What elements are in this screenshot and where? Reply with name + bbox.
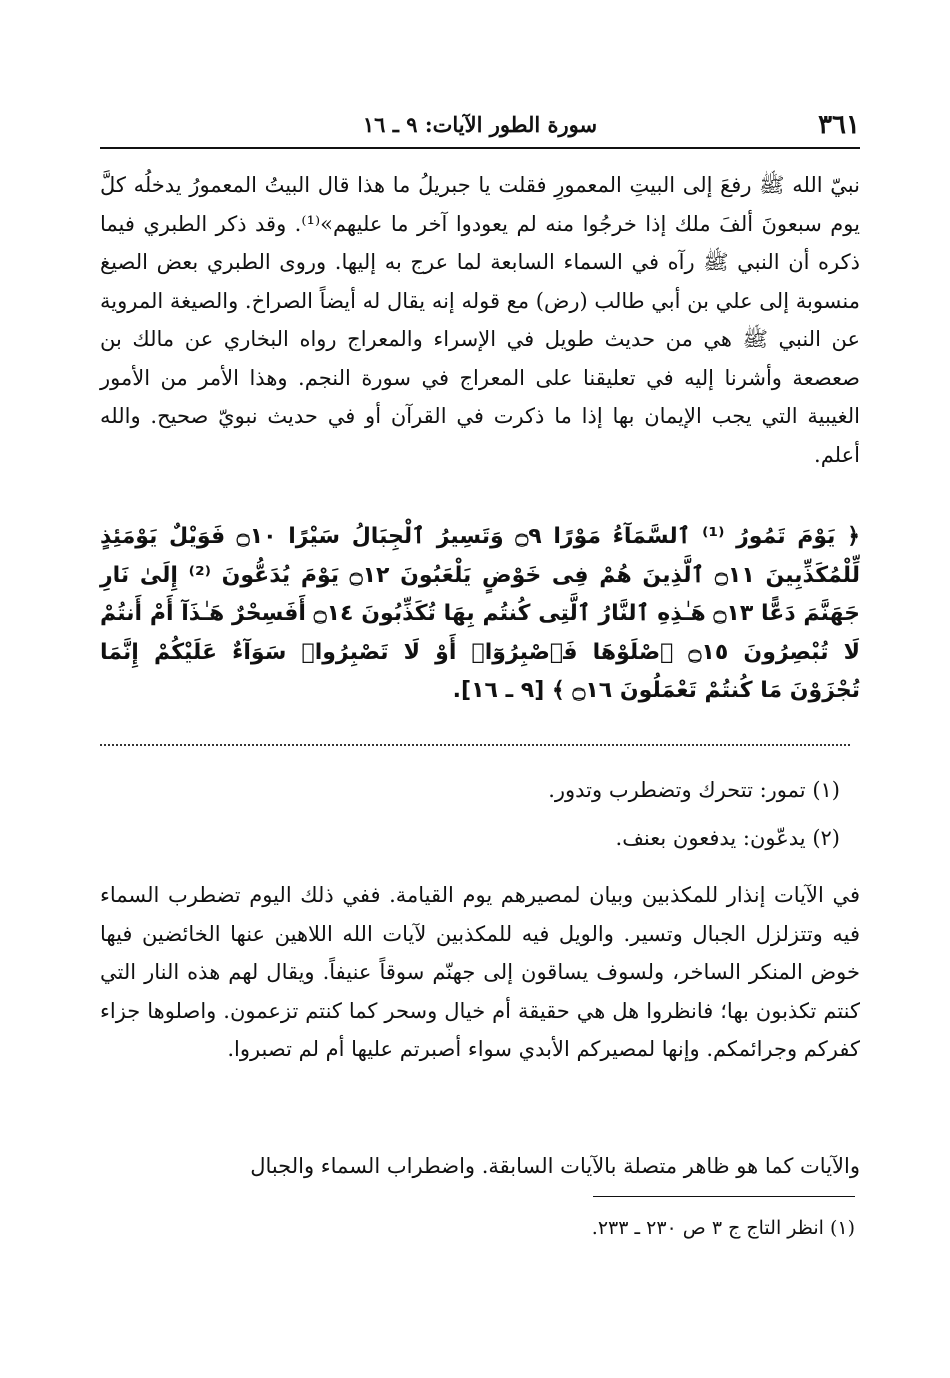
gloss-1: (١) تمور: تتحرك وتضطرب وتدور. xyxy=(548,778,840,802)
paragraph-hadith-commentary: نبيّ الله ﷺ رفعَ إلى البيتِ المعمورِ فقلت يا جبريلُ ما هذا قال البيتُ المعمورُ يدخلُه كلَّ يوم سبعونَ ألفَ ملك إذا خرجُوا منه لم يعودوا آخر ما عليهم»⁽¹⁾. وقد ذكر الطبري فيما ذكره أن النبي ﷺ رآه في السماء السابعة لما عرج به إليها. وروى الطبري بعض الصيغ منسوبة إلى علي بن أبي طالب (رض) مع قوله إنه يقال له أيضاً الصراخ. والصيغة المروية عن النبي ﷺ هي من حديث طويل في الإسراء والمعراج رواه البخاري عن مالك بن صعصعة وأشرنا إليه في تعليقنا على المعراج في سورة النجم. وهذا الأمر من الأمور الغيبية التي يجب الإيمان بها إذا ما ذكرت في القرآن أو في حديث نبويّ صحيح. والله أعلم. xyxy=(100,173,860,467)
page-header xyxy=(100,110,860,144)
dotted-separator xyxy=(100,744,850,746)
footnote: (١) انظر التاج ج ٣ ص ٢٣٠ ـ ٢٣٣. xyxy=(591,1217,855,1239)
header-rule xyxy=(100,147,860,149)
footnote-rule xyxy=(593,1196,855,1197)
paragraph-verse-explanation: في الآيات إنذار للمكذبين وبيان لمصيرهم يوم القيامة. ففي ذلك اليوم تضطرب السماء فيه وتتزلزل الجبال وتسير. والويل فيه للمكذبين لآيات الله اللاهين عنها الخائضين فيها خوض المنكر الساخر، ولسوف يساقون إلى جهنّم سوقاً عنيفاً. ويقال لهم هذه النار التي كنتم تكذبون بها؛ فانظروا هل هي حقيقة أم خيال وسحر كما كنتم تزعمون. واصلوها جزاء كفركم وجرائمكم. وإنها لمصيركم الأبدي سواء أصبرتم عليها أم لم تصبروا. xyxy=(100,883,861,1061)
paragraph-continuation: والآيات كما هو ظاهر متصلة بالآيات السابقة. واضطراب السماء والجبال xyxy=(250,1154,860,1178)
page-number: ٣٦١ xyxy=(818,110,860,140)
quran-verses-passage: ﴿ يَوْمَ تَمُورُ ⁽¹⁾ ٱلسَّمَآءُ مَوْرًا ۝٩ وَتَسِيرُ ٱلْجِبَالُ سَيْرًا ۝١٠ فَوَيْلٌ يَوْمَئِذٍ لِّلْمُكَذِّبِينَ ۝١١ ٱلَّذِينَ هُمْ فِى خَوْضٍ يَلْعَبُونَ ۝١٢ يَوْمَ يُدَعُّونَ ⁽²⁾ إِلَىٰ نَارِ جَهَنَّمَ دَعًّا ۝١٣ هَـٰذِهِ ٱلنَّارُ ٱلَّتِى كُنتُم بِهَا تُكَذِّبُونَ ۝١٤ أَفَسِحْرٌ هَـٰذَآ أَمْ أَنتُمْ لَا تُبْصِرُونَ ۝١٥ ٱصْلَوْهَا فَٱصْبِرُوٓا۟ أَوْ لَا تَصْبِرُوا۟ سَوَآءٌ عَلَيْكُمْ إِنَّمَا تُجْزَوْنَ مَا كُنتُمْ تَعْمَلُونَ ۝١٦ ﴾ [٩ ـ ١٦]. xyxy=(100,524,861,703)
running-title: سورة الطور الآيات: ٩ ـ ١٦ xyxy=(362,112,598,137)
gloss-2: (٢) يدعّون: يدفعون بعنف. xyxy=(615,826,840,850)
